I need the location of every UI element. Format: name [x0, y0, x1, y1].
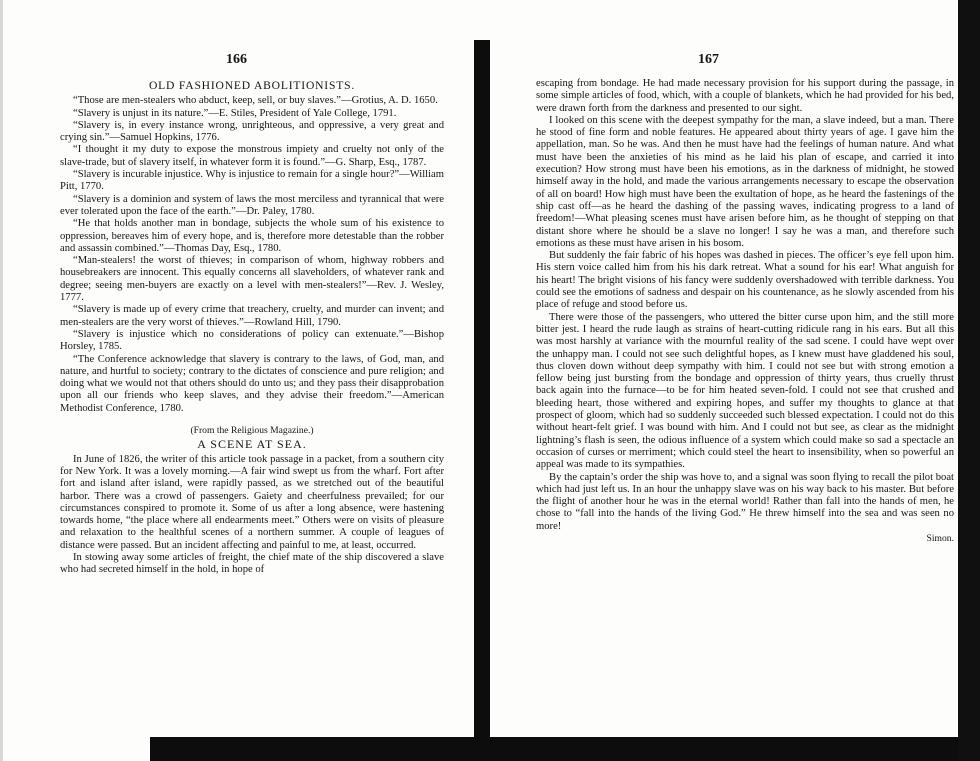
quote-sharp: “I thought it my duty to expose the monstrous impiety and cruelty not only of the slave-trade, but of slavery itself, in whatever form it is found.”—G. Sharp, Esq., 1787. [60, 144, 444, 168]
right-page-number: 167 [698, 52, 719, 67]
story-paragraph-sympathy: I looked on this scene with the deepest sympathy for the man, a slave indeed, but a man. There he stood of fine form and noble features. He appeared about thirty years of age. I gave him the appellation, man. So he was. And then he must have had the feelings of human nature. And what must have been the anxieties of his mind as he laid his plan of escape, and carried it into execution? How strong must have been his emotions, as in the darkness of midnight, he stowed himself away in the hold, and made the various arrangements necessary to escape the observation of all on board! How high must have been the exultation of hope, as he heard the fastenings of the ship cast off—as he heard the dashing of the passing waves, indicating progress to a land of freedom!—What pleasing scenes must have arisen before him, as he thought of stepping on that distant shore where he should be a slave no longer! I say he was a man, and therefore such emotions as these must have arisen in his bosom. [536, 114, 954, 249]
left-page-number: 166 [226, 52, 247, 67]
right-page [490, 0, 980, 761]
quote-methodist-conference: “The Conference acknowledge that slavery is contrary to the laws, of God, man, and nature, and hurtful to society; contrary to the dictates of conscience and pure religion; and doing what we would not that others should do unto us; and they pass their disapprobation upon all our friends who keep slaves, and they advise their freedom.”—American Methodist Conference, 1780. [60, 353, 444, 414]
author-signature: Simon. [926, 532, 954, 544]
book-gutter-shadow [474, 40, 490, 761]
story-paragraph-ending: By the captain’s order the ship was hove to, and a signal was soon flying to recall the pilot boat which had just left us. In an hour the unhappy slave was on his way back to his master. But before the flight of another hour he was in the eternal world! Rather than fall into the hands of men, he chose to “fall into the hands of the living God.” He threw himself into the sea and was seen no more! [536, 471, 954, 532]
story-paragraph-1: In June of 1826, the writer of this article took passage in a packet, from a southern city for New York. It was a lovely morning.—A fair wind swept us from the wharf. Fort after fort and island after island, were rapidly passed, as we stretched out of the beautiful harbor. There was a crowd of passengers. Gaiety and cheerfulness prevailed; for our circumstances conspired to promote it. Some of us after a long absence, were hastening towards home, “the place where all endearments meet.” Others were on visits of pleasure and relaxation to the healthful scenes of a northern summer. A couple of leagues of distance were passed. But an incident affecting and painful to me, at least, occurred. [60, 453, 444, 551]
quote-pitt: “Slavery is incurable injustice. Why is injustice to remain for a single hour?”—William Pitt, 1770. [60, 169, 444, 193]
quote-hill: “Slavery is made up of every crime that treachery, cruelty, and murder can invent; and men-stealers are the very worst of thieves.”—Rowland Hill, 1790. [60, 304, 444, 328]
quote-hopkins: “Slavery is, in every instance wrong, unrighteous, and oppressive, a very great and crying sin.”—Samuel Hopkins, 1776. [60, 119, 444, 144]
source-note: (From the Religious Magazine.) [190, 425, 314, 437]
quote-grotius: “Those are men-stealers who abduct, keep, sell, or buy slaves.”—Grotius, A. D. 1650. [73, 95, 438, 107]
story-title: A SCENE AT SEA. [197, 437, 307, 452]
scan-bottom-shadow [150, 737, 980, 761]
story-paragraph-passengers: There were those of the passengers, who uttered the bitter curse upon him, and the still more bitter jest. I heard the rude laugh as strains of heart-cutting ridicule rang in his ears. But all this was most harshly at variance with the mournful reality of the sad scene. I could have wept over the unhappy man. I could not see such delightful hopes, as I knew must have gladdened his soul, thus cloven down without deep sympathy with him. I could not see but with strong emotion a fellow being just bursting from the bondage and oppression of thirty years, thus cruelly thrust back again into the furnace—to be for him heated seven-fold. I could not see that crushed and bleeding heart, those withered and expiring hopes, and suffer my thoughts to glance at that prospect of gloom, which had so suddenly succeeded such blessed expectation. I could not do this without heart-felt grief. I was bound with him. And I could not but see, as clear as the midnight lightning’s flash is seen, the odious influence of a system which could make so sad a spectacle an occasion of curses or merriment; which could steel the heart to insensibility, when so powerful an appeal was made to its sympathies. [536, 311, 954, 471]
quote-stiles: “Slavery is unjust in its nature.”—E. Stiles, President of Yale College, 1791. [73, 107, 397, 119]
scan-right-edge-shadow [958, 0, 980, 761]
right-page-column [536, 78, 954, 545]
quote-paley: “Slavery is a dominion and system of laws the most merciless and tyrannical that were ever tolerated upon the face of the earth.”—Dr. Paley, 1780. [60, 193, 444, 217]
left-page-column [60, 78, 444, 577]
quote-horsley: “Slavery is injustice which no considerations of policy can extenuate.”—Bishop Horsley, 1785. [60, 328, 444, 353]
story-paragraph-2: In stowing away some articles of freight, the chief mate of the ship discovered a slave who had secreted himself in the hold, in hope of [60, 551, 444, 576]
quote-day: “He that holds another man in bondage, subjects the whole sum of his existence to oppression, bereaves him of every hope, and is, therefore more detestable than the robber and assassin combined.”—Thomas Day, Esq., 1780. [60, 218, 444, 254]
abolitionists-heading: OLD FASHIONED ABOLITIONISTS. [148, 79, 356, 92]
story-continuation-paragraph: escaping from bondage. He had made necessary provision for his support during the passage, in some simple articles of food, which, with a couple of blankets, which he had provided for his bed, were drawn forth from the darkness and presented to our sight. [536, 78, 954, 114]
quote-wesley: “Man-stealers! the worst of thieves; in comparison of whom, highway robbers and housebreakers are innocent. This equally concerns all slaveholders, of whatever rank and degree; seeing men-buyers are exactly on a level with men-stealers!”—Rev. J. Wesley, 1777. [60, 255, 444, 304]
story-paragraph-discovery: But suddenly the fair fabric of his hopes was dashed in pieces. The officer’s eye fell upon him. His stern voice called him from his his dark retreat. What a sound for his ear! What anguish for his heart! The bright visions of his fancy were suddenly overshadowed with terrible darkness. You could see the emotions of sadness and despair on his countenance, as he slowly ascended from his place of refuge and stood before us. [536, 250, 954, 311]
left-page [0, 0, 474, 761]
